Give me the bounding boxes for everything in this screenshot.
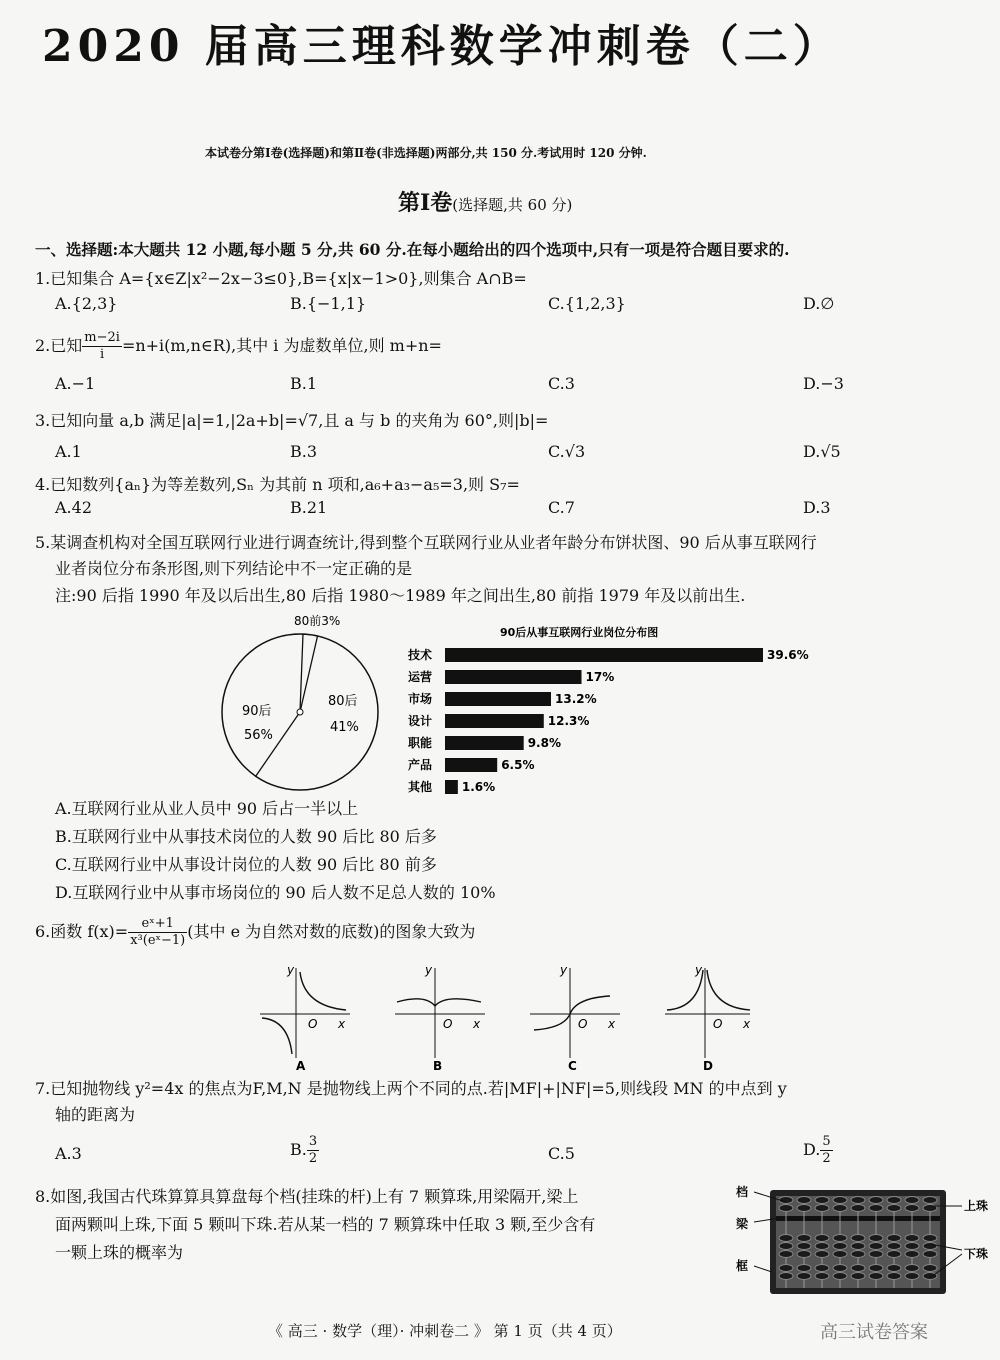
pie-divider (256, 712, 300, 776)
page-title: 2020 届高三理科数学冲刺卷（二） (42, 21, 842, 72)
q5-option-a: A.互联网行业从业人员中 90 后占一半以上 (55, 799, 359, 818)
bar (445, 736, 524, 750)
abacus-bead (905, 1197, 919, 1204)
abacus-bead (797, 1243, 811, 1250)
bar-category-label: 设计 (408, 714, 433, 728)
q7-stem-line2: 轴的距离为 (55, 1105, 136, 1124)
abacus-bead (779, 1205, 793, 1212)
q2-option-b: B.1 (290, 374, 318, 393)
q6-a-y-label: y (287, 963, 295, 977)
q7-b-fraction (307, 1134, 319, 1167)
bar-category-label: 其他 (408, 780, 433, 794)
q2-option-d: D.−3 (803, 374, 844, 393)
abacus-figure (730, 1180, 1000, 1310)
q3-option-d: D.√5 (803, 442, 841, 461)
abacus-bead (869, 1235, 883, 1242)
abacus-bead (851, 1251, 865, 1258)
bar (445, 714, 544, 728)
q6-b-origin: O (443, 1017, 453, 1031)
abacus-bead (833, 1205, 847, 1212)
watermark: 高三试卷答案 (820, 1322, 928, 1343)
pie-pct-90: 56% (244, 728, 273, 743)
bar-category-label: 技术 (408, 648, 433, 662)
q7-d-prefix: D. (803, 1140, 821, 1159)
bar-value-label: 1.6% (461, 780, 496, 794)
pie-label-90: 90后 (242, 704, 272, 719)
abacus-bead (887, 1243, 901, 1250)
abacus-bead (833, 1265, 847, 1272)
bar (445, 692, 551, 706)
q6-graph-d (665, 963, 750, 1070)
abacus-label-kuang: 框 (736, 1259, 749, 1273)
abacus-bead (815, 1251, 829, 1258)
q4-option-a: A.42 (55, 498, 92, 517)
abacus-bead (851, 1197, 865, 1204)
q7-b-denominator: 2 (308, 1151, 318, 1166)
pie-pct-80: 41% (330, 720, 359, 735)
abacus-bead (779, 1251, 793, 1258)
abacus-bead (905, 1265, 919, 1272)
abacus-bead (797, 1235, 811, 1242)
abacus-bead (869, 1273, 883, 1280)
q2-option-a: A.−1 (55, 374, 96, 393)
q6-a-origin: O (308, 1017, 318, 1031)
abacus-bead (833, 1273, 847, 1280)
q6-numerator: eˣ+1 (128, 916, 187, 933)
bar-value-label: 39.6% (767, 648, 809, 662)
abacus-bead (905, 1205, 919, 1212)
abacus-bead (887, 1273, 901, 1280)
abacus-bead (887, 1197, 901, 1204)
q8-stem-line1: 8.如图,我国古代珠算算具算盘每个档(挂珠的杆)上有 7 颗算珠,用梁隔开,梁上 (35, 1187, 579, 1206)
abacus-bead (779, 1243, 793, 1250)
abacus-bead (815, 1205, 829, 1212)
bar-category-label: 运营 (408, 670, 433, 684)
q6-pre: 6.函数 f(x)= (35, 922, 129, 941)
q7-b-numerator: 3 (308, 1134, 318, 1149)
abacus-bead (833, 1243, 847, 1250)
bar-value-label: 17% (585, 670, 615, 684)
abacus-bead (923, 1197, 937, 1204)
section-sub: (选择题,共 60 分) (452, 196, 573, 214)
bar-category-label: 产品 (408, 758, 433, 772)
bar-value-label: 9.8% (527, 736, 561, 750)
q4-option-d: D.3 (803, 498, 831, 517)
abacus-label-xiazhu: 下珠 (964, 1247, 989, 1261)
q5-figures (210, 606, 830, 802)
q6-d-x-label: x (743, 1017, 750, 1031)
abacus-bead (869, 1197, 883, 1204)
bar-value-label: 12.3% (547, 714, 590, 728)
abacus-label-liang: 梁 (736, 1217, 749, 1231)
q4-option-b: B.21 (290, 498, 328, 517)
abacus-bead (815, 1243, 829, 1250)
page-footer: 《 高三 · 数学（理）· 冲刺卷二 》 第 1 页（共 4 页） (268, 1322, 622, 1340)
q6-d-origin: O (713, 1017, 723, 1031)
bar-value-label: 13.2% (555, 692, 597, 706)
abacus-bead (779, 1235, 793, 1242)
q5-option-c: C.互联网行业中从事设计岗位的人数 90 后比 80 前多 (55, 855, 437, 874)
section-heading (398, 186, 572, 217)
bar-category-label: 职能 (408, 736, 433, 750)
abacus-bead (923, 1235, 937, 1242)
abacus-bead (869, 1265, 883, 1272)
abacus-bead (815, 1197, 829, 1204)
q7-option-a: A.3 (55, 1144, 82, 1163)
job-bar-chart (407, 625, 809, 794)
q1-option-c: C.{1,2,3} (548, 294, 626, 313)
q7-b-prefix: B. (290, 1140, 307, 1159)
q6-label-c: C (568, 1059, 577, 1070)
q2-numerator: m−2i (84, 330, 120, 345)
q2-denominator: i (100, 347, 105, 362)
q6-graph-c (530, 963, 620, 1070)
q3-option-c: C.√3 (548, 442, 586, 461)
q7-option-c: C.5 (548, 1144, 575, 1163)
abacus-bead (797, 1273, 811, 1280)
q5-note: 注:90 后指 1990 年及以后出生,80 后指 1980～1989 年之间出生,80 前指 1979 年及以前出生. (55, 586, 746, 605)
abacus-bead (887, 1235, 901, 1242)
abacus-bead (869, 1251, 883, 1258)
q4-stem: 4.已知数列{aₙ}为等差数列,Sₙ 为其前 n 项和,a₆+a₃−a₅=3,则 S₇= (35, 475, 520, 494)
q6-graphs (250, 958, 750, 1070)
q6-d-y-label: y (695, 963, 703, 977)
abacus-bead (797, 1251, 811, 1258)
q6-label-b: B (433, 1059, 443, 1070)
abacus-bead (923, 1251, 937, 1258)
q2-stem (35, 330, 442, 363)
q7-d-fraction (820, 1134, 832, 1167)
abacus-bead (797, 1265, 811, 1272)
q6-denominator: x³(eˣ−1) (130, 933, 186, 948)
q1-stem: 1.已知集合 A={x∈Z|x²−2x−3≤0},B={x|x−1>0},则集合 A∩B= (35, 269, 527, 288)
abacus-bead (851, 1265, 865, 1272)
abacus-bead (887, 1265, 901, 1272)
abacus-label-dang: 档 (736, 1185, 749, 1199)
abacus-label-shangzhu: 上珠 (964, 1199, 989, 1213)
q1-option-b: B.{−1,1} (290, 294, 367, 313)
abacus-bead (851, 1235, 865, 1242)
q7-option-b (290, 1134, 319, 1167)
abacus-bead (779, 1273, 793, 1280)
abacus-bead (833, 1251, 847, 1258)
q5-stem-line1: 5.某调查机构对全国互联网行业进行调查统计,得到整个互联网行业从业者年龄分布饼状图、90 后从事互联网行 (35, 533, 817, 552)
q5-option-b: B.互联网行业中从事技术岗位的人数 90 后比 80 后多 (55, 827, 437, 846)
q7-d-denominator: 2 (822, 1151, 831, 1166)
q2-fraction (82, 330, 122, 363)
abacus-bead (851, 1273, 865, 1280)
abacus-bead (833, 1197, 847, 1204)
q6-c-x-label: x (608, 1017, 616, 1031)
q6-fraction (128, 916, 187, 949)
q6-label-d: D (703, 1059, 713, 1070)
bar (445, 670, 582, 684)
q6-c-origin: O (578, 1017, 588, 1031)
age-pie-chart (222, 614, 378, 790)
q7-d-numerator: 5 (822, 1134, 831, 1149)
q1-option-a: A.{2,3} (55, 294, 118, 313)
q6-label-a: A (296, 1059, 306, 1070)
q6-b-y-label: y (425, 963, 433, 977)
abacus-bead (869, 1205, 883, 1212)
abacus-bead (905, 1273, 919, 1280)
abacus-bead (815, 1265, 829, 1272)
q5-stem-line2: 业者岗位分布条形图,则下列结论中不一定正确的是 (55, 559, 413, 578)
q2-option-c: C.3 (548, 374, 575, 393)
abacus-bead (833, 1235, 847, 1242)
bar (445, 648, 763, 662)
q8-stem-line2: 面两颗叫上珠,下面 5 颗叫下珠.若从某一档的 7 颗算珠中任取 3 颗,至少含有 (55, 1215, 596, 1234)
q5-option-d: D.互联网行业中从事市场岗位的 90 后人数不足总人数的 10% (55, 883, 496, 902)
q8-stem-line3: 一颗上珠的概率为 (55, 1243, 184, 1262)
abacus-bead (905, 1243, 919, 1250)
q2-pre: 2.已知 (35, 336, 83, 355)
bar (445, 758, 497, 772)
abacus-bead (797, 1205, 811, 1212)
q3-stem: 3.已知向量 a,b 满足|a|=1,|2a+b|=√7,且 a 与 b 的夹角为 60°,则|b|= (35, 411, 549, 430)
pie-label-80: 80后 (328, 694, 358, 709)
q6-graph-b (395, 963, 485, 1070)
abacus-bead (815, 1235, 829, 1242)
abacus-bead (887, 1251, 901, 1258)
section-main: 第Ⅰ卷 (398, 190, 453, 216)
q7-stem-line1: 7.已知抛物线 y²=4x 的焦点为F,M,N 是抛物线上两个不同的点.若|MF|+|NF|=5,则线段 MN 的中点到 y (35, 1079, 787, 1098)
pie-label-80qian: 80前3% (294, 614, 341, 628)
bar-value-label: 6.5% (501, 758, 535, 772)
abacus-bead (923, 1273, 937, 1280)
q4-option-c: C.7 (548, 498, 575, 517)
q6-stem (35, 916, 475, 949)
q2-post: =n+i(m,n∈R),其中 i 为虚数单位,则 m+n= (121, 336, 442, 355)
q6-graph-a (260, 963, 350, 1070)
q6-c-y-label: y (560, 963, 568, 977)
abacus-bead (923, 1243, 937, 1250)
q1-option-d: D.∅ (803, 294, 835, 313)
q3-option-a: A.1 (55, 442, 82, 461)
abacus-bead (851, 1205, 865, 1212)
abacus-bead (905, 1235, 919, 1242)
abacus-bead (869, 1243, 883, 1250)
abacus-bead (815, 1273, 829, 1280)
q6-post: (其中 e 为自然对数的底数)的图象大致为 (187, 922, 476, 941)
abacus-bead (923, 1265, 937, 1272)
bar-category-label: 市场 (408, 692, 433, 706)
q6-b-x-label: x (473, 1017, 481, 1031)
q6-a-x-label: x (338, 1017, 346, 1031)
abacus-bead (779, 1265, 793, 1272)
q7-option-d (803, 1134, 833, 1167)
exam-intro: 本试卷分第Ⅰ卷(选择题)和第Ⅱ卷(非选择题)两部分,共 150 分.考试用时 120 分钟. (205, 146, 647, 160)
abacus-bead (851, 1243, 865, 1250)
abacus-bead (887, 1205, 901, 1212)
bar-chart-title: 90后从事互联网行业岗位分布图 (500, 626, 659, 639)
q3-option-b: B.3 (290, 442, 318, 461)
abacus-bead (905, 1251, 919, 1258)
part1-heading: 一、选择题:本大题共 12 小题,每小题 5 分,共 60 分.在每小题给出的四个选项中,只有一项是符合题目要求的. (35, 240, 790, 259)
abacus-bead (797, 1197, 811, 1204)
bar (445, 780, 458, 794)
